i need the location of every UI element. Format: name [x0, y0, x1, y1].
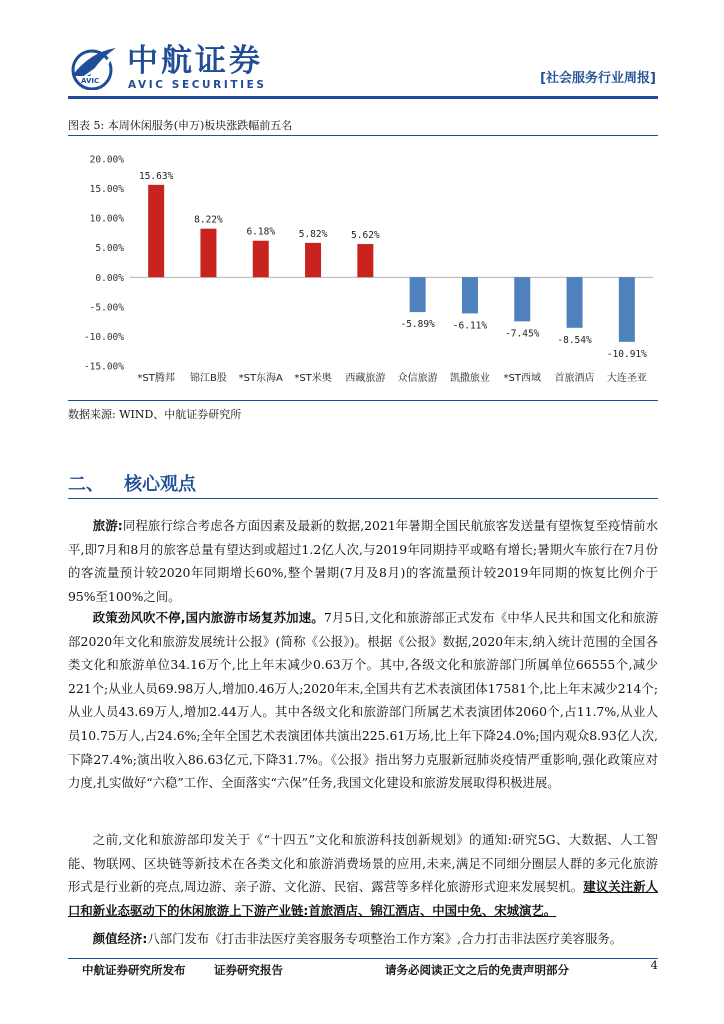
paragraph-beauty	[68, 927, 658, 951]
bar	[253, 241, 269, 278]
y-tick-label: -10.00%	[83, 331, 124, 343]
y-tick-label: 20.00%	[89, 154, 124, 166]
brand-name-en: AVIC SECURITIES	[128, 79, 267, 91]
y-tick-label: 0.00%	[95, 272, 124, 284]
footer-publisher: 中航证券研究所发布	[82, 963, 186, 977]
paragraph-tourism	[68, 514, 658, 608]
y-tick-label: -15.00%	[83, 361, 124, 373]
paragraph-text: 7月5日,文化和旅游部正式发布《中华人民共和国文化和旅游部2020年文化和旅游发展统计公报》(简称《公报》)。根据《公报》数据,2020年末,纳入统计范围的全国各类文化和旅游单位34.16万个,比上年末减少0.63万个。其中,各级文化和旅游部门所属单位66555个,减少221个;从业人员69.98万人,增加0.46万人;2020年末,全国共有艺术表演团体17581个,比上年末减少214个;从业人员43.69万人,增加2.44万人。其中各级文化和旅游部门所属艺术表演团体2060个,占11.7%,从业人员10.75万人,占24.6%;全年全国艺术表演团体共演出225.61万场,比上年下降24.0%;国内观众8.93亿人次,下降27.4%;演出收入86.63亿元,下降31.7%。《公报》指出努力克服新冠肺炎疫情严重影响,强化政策应对力度,扎实做好“六稳”工作、全面落实“六保”任务,我国文化建设和旅游发展取得积极进展。	[68, 610, 658, 791]
paragraph-recommendation: 建议关注新人口和新业态驱动下的休闲旅游上下游产业链:首旅酒店、锦江酒店、中国中免、宋城演艺。	[68, 879, 658, 918]
paragraph-lead: 政策劲风吹不停,国内旅游市场复苏加速。	[92, 610, 324, 625]
figure-bottom-rule	[68, 400, 658, 401]
section-heading	[68, 470, 196, 496]
y-tick-label: 15.00%	[89, 184, 124, 196]
bar	[462, 277, 478, 313]
bar	[514, 277, 530, 321]
paragraph-lead: 颜值经济:	[92, 931, 148, 946]
x-tick-label: 凯撒旅业	[449, 373, 490, 384]
data-label: -8.54%	[557, 334, 592, 346]
bar	[148, 185, 164, 277]
section-divider	[68, 498, 658, 499]
y-tick-label: 5.00%	[95, 243, 124, 255]
bar	[410, 277, 426, 312]
x-tick-label: 首旅酒店	[554, 373, 595, 384]
page-number: 4	[650, 958, 658, 972]
footer-disclaimer: 请务必阅读正文之后的免责声明部分	[385, 963, 569, 977]
section-title: 核心观点	[124, 474, 196, 495]
figure-title: 图表 5: 本周休闲服务(申万)板块涨跌幅前五名	[68, 119, 293, 132]
x-tick-label: *ST西域	[503, 373, 541, 384]
avic-logo-icon	[68, 46, 118, 90]
data-label: 5.62%	[351, 230, 380, 242]
x-tick-label: *ST东海A	[238, 373, 283, 384]
logo-text: AVIC	[81, 77, 100, 85]
data-label: 5.82%	[298, 228, 328, 240]
paragraph-text: 八部门发布《打击非法医疗美容服务专项整治工作方案》,合力打击非法医疗美容服务。	[147, 931, 623, 946]
y-tick-label: -5.00%	[89, 302, 124, 314]
data-label: -5.89%	[400, 319, 435, 331]
bar	[619, 277, 635, 342]
x-tick-label: 西藏旅游	[345, 373, 386, 384]
brand-name-cn: 中航证券	[127, 43, 263, 79]
report-tag: [社会服务行业周报]	[540, 71, 656, 86]
paragraph-policy	[68, 606, 658, 795]
x-tick-label: 大连圣亚	[606, 373, 647, 384]
x-tick-label: 锦江B股	[190, 373, 227, 384]
bar	[305, 243, 321, 277]
paragraph-lead: 旅游:	[92, 518, 123, 533]
x-tick-label: *ST米奥	[294, 373, 332, 384]
bar	[567, 277, 583, 328]
data-label: -7.45%	[505, 328, 540, 340]
y-tick-label: 10.00%	[89, 213, 124, 225]
x-tick-label: 众信旅游	[397, 373, 438, 384]
paragraph-text: 之前,文化和旅游部印发关于《“十四五”文化和旅游科技创新规划》的通知:研究5G、大数据、人工智能、物联网、区块链等新技术在各类文化和旅游消费场景的应用,未来,满足不同细分圈层人群的多元化旅游形式是行业新的亮点,周边游、亲子游、文化游、民宿、露营等多样化旅游形式迎来发展契机。	[68, 832, 658, 895]
bar-chart	[68, 136, 658, 400]
data-label: 6.18%	[246, 226, 276, 238]
header-divider	[68, 96, 658, 99]
data-label: 15.63%	[138, 170, 174, 182]
figure-source: 数据来源: WIND、中航证券研究所	[68, 408, 242, 421]
footer-report-type: 证券研究报告	[214, 963, 283, 977]
bar	[200, 229, 216, 278]
section-number: 二、	[68, 474, 104, 495]
x-tick-label: *ST腾邦	[137, 373, 175, 384]
bar	[357, 244, 373, 277]
paragraph-text: 同程旅行综合考虑各方面因素及最新的数据,2021年暑期全国民航旅客发送量有望恢复至疫情前水平,即7月和8月的旅客总量有望达到或超过1.2亿人次,与2019年同期持平或略有增长;暑期火车旅行在7月份的客流量预计较2020年同期增长60%,整个暑期(7月及8月)的客流量预计较2019年同期的恢复比例介于95%至100%之间。	[68, 518, 658, 604]
data-label: 8.22%	[194, 214, 223, 226]
footer-divider	[68, 958, 658, 959]
data-label: -10.91%	[606, 348, 647, 360]
data-label: -6.11%	[452, 320, 488, 332]
paragraph-tech-plan	[68, 828, 658, 922]
